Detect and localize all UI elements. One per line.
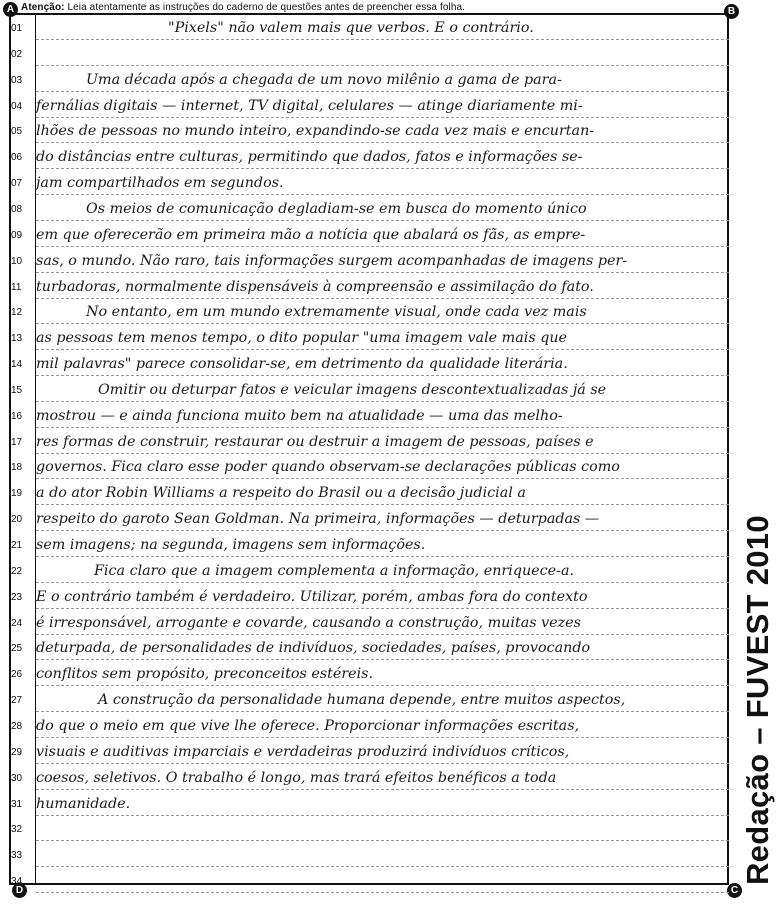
line-number: 01 xyxy=(11,23,23,34)
essay-line-text: turbadoras, normalmente dispensáveis à compreensão e assimilação do fato. xyxy=(36,278,594,295)
essay-line xyxy=(36,92,729,118)
line-number: 22 xyxy=(11,565,23,577)
essay-line-text: lhões de pessoas no mundo inteiro, expandindo-se cada vez mais e encurtan- xyxy=(36,123,595,140)
essay-line-text: A construção da personalidade humana depende, entre muitos aspectos, xyxy=(98,692,626,709)
line-number: 19 xyxy=(11,488,23,500)
essay-line-text: Fica claro que a imagem complementa a informação, enriquece-a. xyxy=(94,562,575,579)
line-number: 14 xyxy=(11,359,23,371)
essay-line-text: sem imagens; na segunda, imagens sem informações. xyxy=(36,537,426,553)
essay-line-text: governos. Fica claro esse poder quando observam-se declarações públicas como xyxy=(36,459,620,476)
essay-line-text: respeito do garoto Sean Goldman. Na primeira, informações — deturpadas — xyxy=(36,511,600,528)
essay-line-text: Uma década após a chegada de um novo milênio a gama de para- xyxy=(86,71,562,88)
essay-line-text: humanidade. xyxy=(36,795,131,812)
essay-line xyxy=(36,298,729,324)
essay-line xyxy=(36,428,729,454)
line-number: 28 xyxy=(11,720,23,732)
essay-line-text: conflitos sem propósito, preconceitos estéreis. xyxy=(36,666,374,683)
line-number: 31 xyxy=(11,798,23,810)
essay-line xyxy=(36,221,729,247)
essay-line-text: fernálias digitais — internet, TV digital, celulares — atinge diariamente mi- xyxy=(36,97,583,114)
essay-line xyxy=(36,169,729,195)
essay-line xyxy=(36,867,729,893)
essay-line xyxy=(36,117,729,143)
line-number: 02 xyxy=(11,48,23,60)
essay-line xyxy=(36,815,729,841)
essay-line xyxy=(36,247,729,273)
essay-line xyxy=(36,505,729,531)
header-notice-text: Leia atentamente as instruções do caderno de questões antes de preencher essa folha. xyxy=(67,2,466,13)
essay-line xyxy=(36,143,729,169)
essay-line xyxy=(36,531,729,557)
essay-line-text: E o contrário também é verdadeiro. Utilizar, porém, ambas fora do contexto xyxy=(36,588,588,605)
essay-line xyxy=(36,402,729,428)
essay-line-text: do distâncias entre culturas, permitindo que dados, fatos e informações se- xyxy=(36,149,583,166)
line-number: 05 xyxy=(11,126,23,138)
essay-line xyxy=(36,712,729,738)
essay-line-text: sas, o mundo. Não raro, tais informações surgem acompanhadas de imagens per- xyxy=(36,252,628,269)
line-number: 30 xyxy=(11,772,23,784)
essay-line-text: Os meios de comunicação degladiam-se em busca do momento único xyxy=(86,200,587,217)
essay-line-text: as pessoas tem menos tempo, o dito popular "uma imagem vale mais que xyxy=(36,330,568,347)
essay-line xyxy=(36,376,729,402)
essay-line xyxy=(36,453,729,479)
essay-line xyxy=(36,557,729,583)
essay-line-text: coesos, seletivos. O trabalho é longo, mas trará efeitos benéficos a toda xyxy=(36,769,557,786)
line-number: 17 xyxy=(11,436,23,448)
essay-line-text: é irresponsável, arrogante e covarde, causando a construção, muitas vezes xyxy=(36,614,581,631)
essay-line xyxy=(36,66,729,92)
header-notice xyxy=(21,2,465,13)
line-number: 20 xyxy=(11,514,23,526)
essay-line-text: res formas de construir, restaurar ou destruir a imagem de pessoas, países e xyxy=(36,433,594,450)
corner-marker-d: D xyxy=(12,883,27,898)
essay-line xyxy=(36,324,729,350)
essay-line-text: "Pixels" não valem mais que verbos. E o contrário. xyxy=(168,20,534,36)
line-number: 04 xyxy=(11,100,23,112)
essay-line-text: deturpada, de personalidades de indivíduos, sociedades, países, provocando xyxy=(36,640,591,657)
line-number: 10 xyxy=(11,255,23,267)
essay-line-text: mostrou — e ainda funciona muito bem na atualidade — uma das melho- xyxy=(36,407,563,424)
line-number: 26 xyxy=(11,669,23,681)
essay-line xyxy=(36,790,729,816)
line-number: 06 xyxy=(11,152,23,164)
side-title: Redação – FUVEST 2010 xyxy=(740,515,775,885)
line-number: 13 xyxy=(11,333,23,345)
essay-line xyxy=(36,686,729,712)
line-number: 09 xyxy=(11,229,23,241)
essay-line-text: Omitir ou deturpar fatos e veicular imagens descontextualizadas já se xyxy=(98,381,607,398)
essay-line xyxy=(36,634,729,660)
corner-marker-b: B xyxy=(724,4,739,19)
essay-line xyxy=(36,479,729,505)
essay-line-text: No entanto, em um mundo extremamente visual, onde cada vez mais xyxy=(86,304,587,321)
essay-line xyxy=(36,764,729,790)
essay-line xyxy=(36,195,729,221)
line-number: 23 xyxy=(11,591,23,603)
essay-line xyxy=(36,350,729,376)
corner-marker-c: C xyxy=(727,883,742,898)
line-number: 12 xyxy=(11,307,23,319)
essay-line xyxy=(36,609,729,635)
essay-line-text: mil palavras" parece consolidar-se, em detrimento da qualidade literária. xyxy=(36,356,568,373)
essay-line xyxy=(36,738,729,764)
line-number: 24 xyxy=(11,617,23,629)
line-number: 29 xyxy=(11,746,23,758)
essay-line-text: do que o meio em que vive lhe oferece. Proporcionar informações escritas, xyxy=(36,717,580,734)
line-number: 27 xyxy=(11,695,23,707)
header-notice-label: Atenção: xyxy=(21,2,65,13)
line-number: 08 xyxy=(11,203,23,215)
essay-line xyxy=(36,40,729,66)
essay-line-text: jam compartilhados em segundos. xyxy=(36,175,284,192)
line-number: 07 xyxy=(11,178,23,190)
line-number: 16 xyxy=(11,410,23,422)
essay-line-text: a do ator Robin Williams a respeito do Brasil ou a decisão judicial a xyxy=(36,485,526,502)
essay-line xyxy=(36,660,729,686)
essay-line-text: visuais e auditivas imparciais e verdadeiras produzirá indivíduos críticos, xyxy=(36,743,570,760)
line-number: 33 xyxy=(11,850,23,862)
line-number: 21 xyxy=(11,540,23,551)
line-number: 03 xyxy=(11,74,23,86)
line-number: 34 xyxy=(11,876,23,888)
essay-line xyxy=(36,583,729,609)
essay-line-text: em que oferecerão em primeira mão a notícia que abalará os fãs, as empre- xyxy=(36,226,586,243)
line-number: 32 xyxy=(11,824,23,836)
essay-line xyxy=(36,841,729,867)
line-number: 25 xyxy=(11,643,23,655)
essay-line xyxy=(36,273,729,299)
essay-line xyxy=(36,14,729,40)
line-number: 18 xyxy=(11,462,23,474)
line-number: 15 xyxy=(11,384,23,396)
corner-marker-a: A xyxy=(3,2,18,17)
line-number: 11 xyxy=(11,281,22,293)
